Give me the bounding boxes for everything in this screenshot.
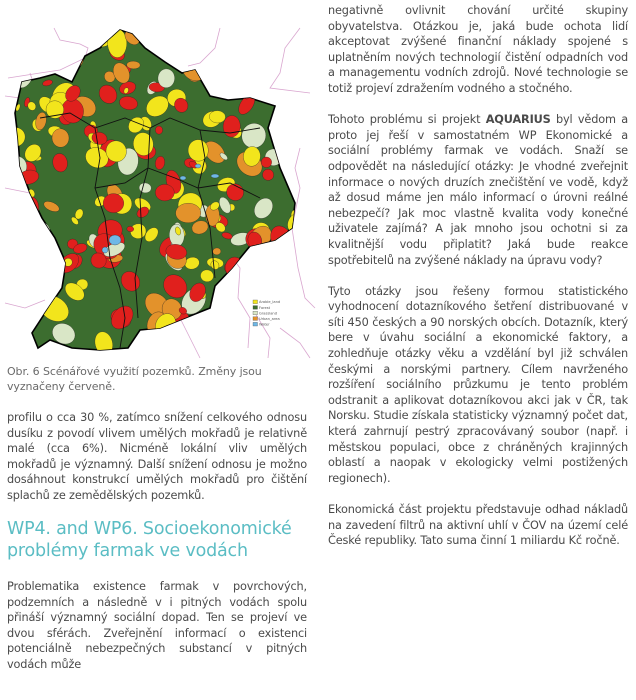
legend-label: Water — [259, 322, 270, 327]
legend-label: Arable_land — [259, 300, 281, 305]
land-use-patch — [277, 111, 304, 131]
section-heading: WP4. and WP6. Socioekonomické problémy farmak ve vodách — [7, 519, 292, 561]
land-use-patch — [9, 63, 22, 78]
land-use-patch — [259, 38, 271, 50]
land-use-patch — [268, 334, 293, 360]
land-use-patch — [280, 52, 295, 67]
left-column-top — [7, 410, 307, 504]
text-span: Tohoto problému si projekt — [328, 113, 486, 127]
land-use-patch — [148, 22, 172, 42]
land-use-patch — [191, 318, 201, 329]
land-use-patch — [289, 85, 308, 103]
land-use-patch — [19, 265, 42, 284]
land-use-patch — [23, 260, 39, 278]
land-use-patch — [279, 264, 296, 281]
land-use-patch — [178, 18, 209, 48]
project-name: AQUARIUS — [485, 113, 551, 127]
land-use-patch — [218, 313, 225, 319]
water-body — [102, 247, 108, 253]
legend-swatch — [253, 322, 258, 326]
land-use-patch — [285, 337, 295, 347]
land-use-patch — [258, 242, 292, 275]
land-use-patch — [175, 203, 201, 223]
land-use-patch — [234, 25, 246, 37]
land-use-patch — [261, 262, 288, 286]
water-body — [109, 235, 121, 245]
map-legend — [253, 300, 280, 327]
land-use-patch — [283, 43, 291, 50]
land-use-patch — [37, 61, 46, 69]
boundary-line — [180, 318, 200, 358]
land-use-patch — [285, 112, 291, 122]
text-span: byl vědom a proto jej řeší v samostatném WP Ekonomické a sociální problémy farmak ve vodách. Snaží se odpovědět na následující otázky: Je vhodné zveřejnit informace o nových druzích znečištění ve vodě, když až dosud máme jen málo informací o úrovni reálné nebezpečí? Jak moc vlastně kvalita vody konečné uživatele zajímá? A jak mnoho jsou ochotni si za kvalitnější vodu připlatit? Jaká bude reakce spotřebitelů na zvýšené náklady na úpravu vody? — [328, 113, 628, 267]
water-body — [211, 174, 219, 178]
land-use-map-figure — [0, 18, 318, 360]
land-use-patch — [165, 19, 184, 38]
land-use-patch — [155, 184, 174, 201]
land-use-patch — [264, 274, 287, 294]
paragraph — [328, 112, 628, 268]
land-use-patch — [201, 44, 230, 73]
land-use-patch — [8, 229, 45, 269]
right-column — [328, 3, 628, 549]
water-body — [195, 164, 201, 168]
land-use-patch — [232, 55, 258, 80]
land-use-patch — [219, 319, 233, 336]
land-use-patch — [225, 257, 244, 278]
land-use-patch — [169, 36, 206, 72]
land-use-patch — [281, 274, 293, 286]
legend-label: Grassland — [259, 311, 277, 316]
land-use-patch — [25, 18, 53, 46]
land-use-patch — [16, 286, 34, 304]
land-use-patch — [288, 173, 303, 188]
land-use-patch — [220, 313, 250, 348]
paragraph: negativně ovlivnit chování určité skupiny obyvatelstva. Otázkou je, jaká bude ochota lidí akceptovat zvýšené finanční náklady spojené s uplatněním nových technologií čistění odpadních vod a managementu vodních zdrojů. Nové technologie se totiž projeví zdražením vodného a stočného. — [328, 4, 628, 95]
legend-swatch — [253, 306, 258, 310]
boundary-line — [8, 28, 88, 78]
figure-caption: Obr. 6 Scénářové využití pozemků. Změny jsou vyznačeny červeně. — [7, 365, 262, 393]
land-use-patch — [31, 25, 56, 50]
land-use-patch — [149, 33, 163, 47]
land-use-patch — [222, 74, 251, 100]
land-use-patch — [30, 218, 42, 229]
legend-swatch — [253, 311, 258, 315]
land-use-patch — [46, 40, 55, 50]
legend-swatch — [253, 317, 258, 321]
land-use-map — [0, 18, 318, 360]
land-use-patch — [9, 23, 24, 38]
legend-label: Forest — [259, 305, 271, 310]
land-use-patch — [271, 49, 300, 74]
boundary-line — [188, 28, 220, 66]
land-use-patch — [206, 308, 216, 319]
legend-swatch — [253, 300, 258, 304]
paragraph: Tyto otázky jsou řešeny formou statistického vyhodnocení dotazníkového šetření distribuované v síti 450 českých a 90 norských obcích. Dotazník, který bere v úvahu sociální a ekonomické faktory, a zohledňuje otázky věku a vzdělání byl již schválen českými a norskými partnery. Cílem navrženého rozšíření sociálního průzkumu je tento problém odstranit a aplikovat dotazníkovou akci jak v ČR, tak Norsku. Studie získala statisticky významný počet dat, která zahrnují pestrý zpracovávaný soubor (např. i městskou populaci, obce z chráněných krajinných oblastí a naopak v ekologicky velmi postižených regionech). — [328, 284, 628, 485]
land-use-patch — [158, 19, 180, 38]
land-use-patch — [248, 336, 264, 352]
paragraph: Ekonomická část projektu představuje odhad nákladů na zavedení filtrů na aktivní uhlí v ČOV na území celé České republiky. Tato suma činní 1 miliardu Kč ročně. — [328, 503, 628, 548]
land-use-patch — [19, 59, 30, 68]
land-use-patch — [24, 33, 38, 48]
boundary-line — [5, 300, 45, 308]
land-use-patch — [248, 79, 270, 98]
land-use-patch — [203, 66, 221, 84]
boundary-line — [270, 28, 310, 93]
land-use-patch — [15, 233, 39, 250]
land-use-patch — [26, 45, 42, 61]
land-use-patch — [234, 36, 265, 65]
paragraph: Problematika existence farmak v povrchových, podzemních a následně v i pitných vodách spolu přináší významný sociální dopad. Ten se projeví ve dvou sférách. Zveřejnění informací o existenci potenciálně nebezpečných substancí v pitných vodách může — [7, 580, 307, 671]
land-use-patch — [170, 22, 203, 55]
boundary-line — [280, 328, 310, 358]
land-use-patch — [239, 335, 252, 344]
land-use-patch — [24, 273, 36, 284]
left-column-bottom — [7, 579, 307, 673]
land-use-patch — [38, 276, 50, 291]
land-use-patch — [127, 226, 134, 232]
land-use-patch — [155, 126, 162, 134]
legend-label: Urban_area — [259, 317, 280, 321]
water-body — [180, 176, 186, 180]
land-use-patch — [33, 248, 58, 271]
land-use-patch — [265, 258, 272, 265]
land-use-patch — [26, 224, 42, 239]
boundary-line — [292, 148, 315, 308]
paragraph: profilu o cca 30 %, zatímco snížení celkového odnosu dusíku z povodí vlivem umělých mokřadů je relativně malé (cca 6%). Nicméně lokální vliv umělých mokřadů je významný. Další snížení odnosu je možno dosáhnout konstrukcí umělých mokřadů pro čištění splachů ze zemědělských pozemků. — [7, 411, 307, 502]
land-use-patch — [198, 54, 221, 80]
